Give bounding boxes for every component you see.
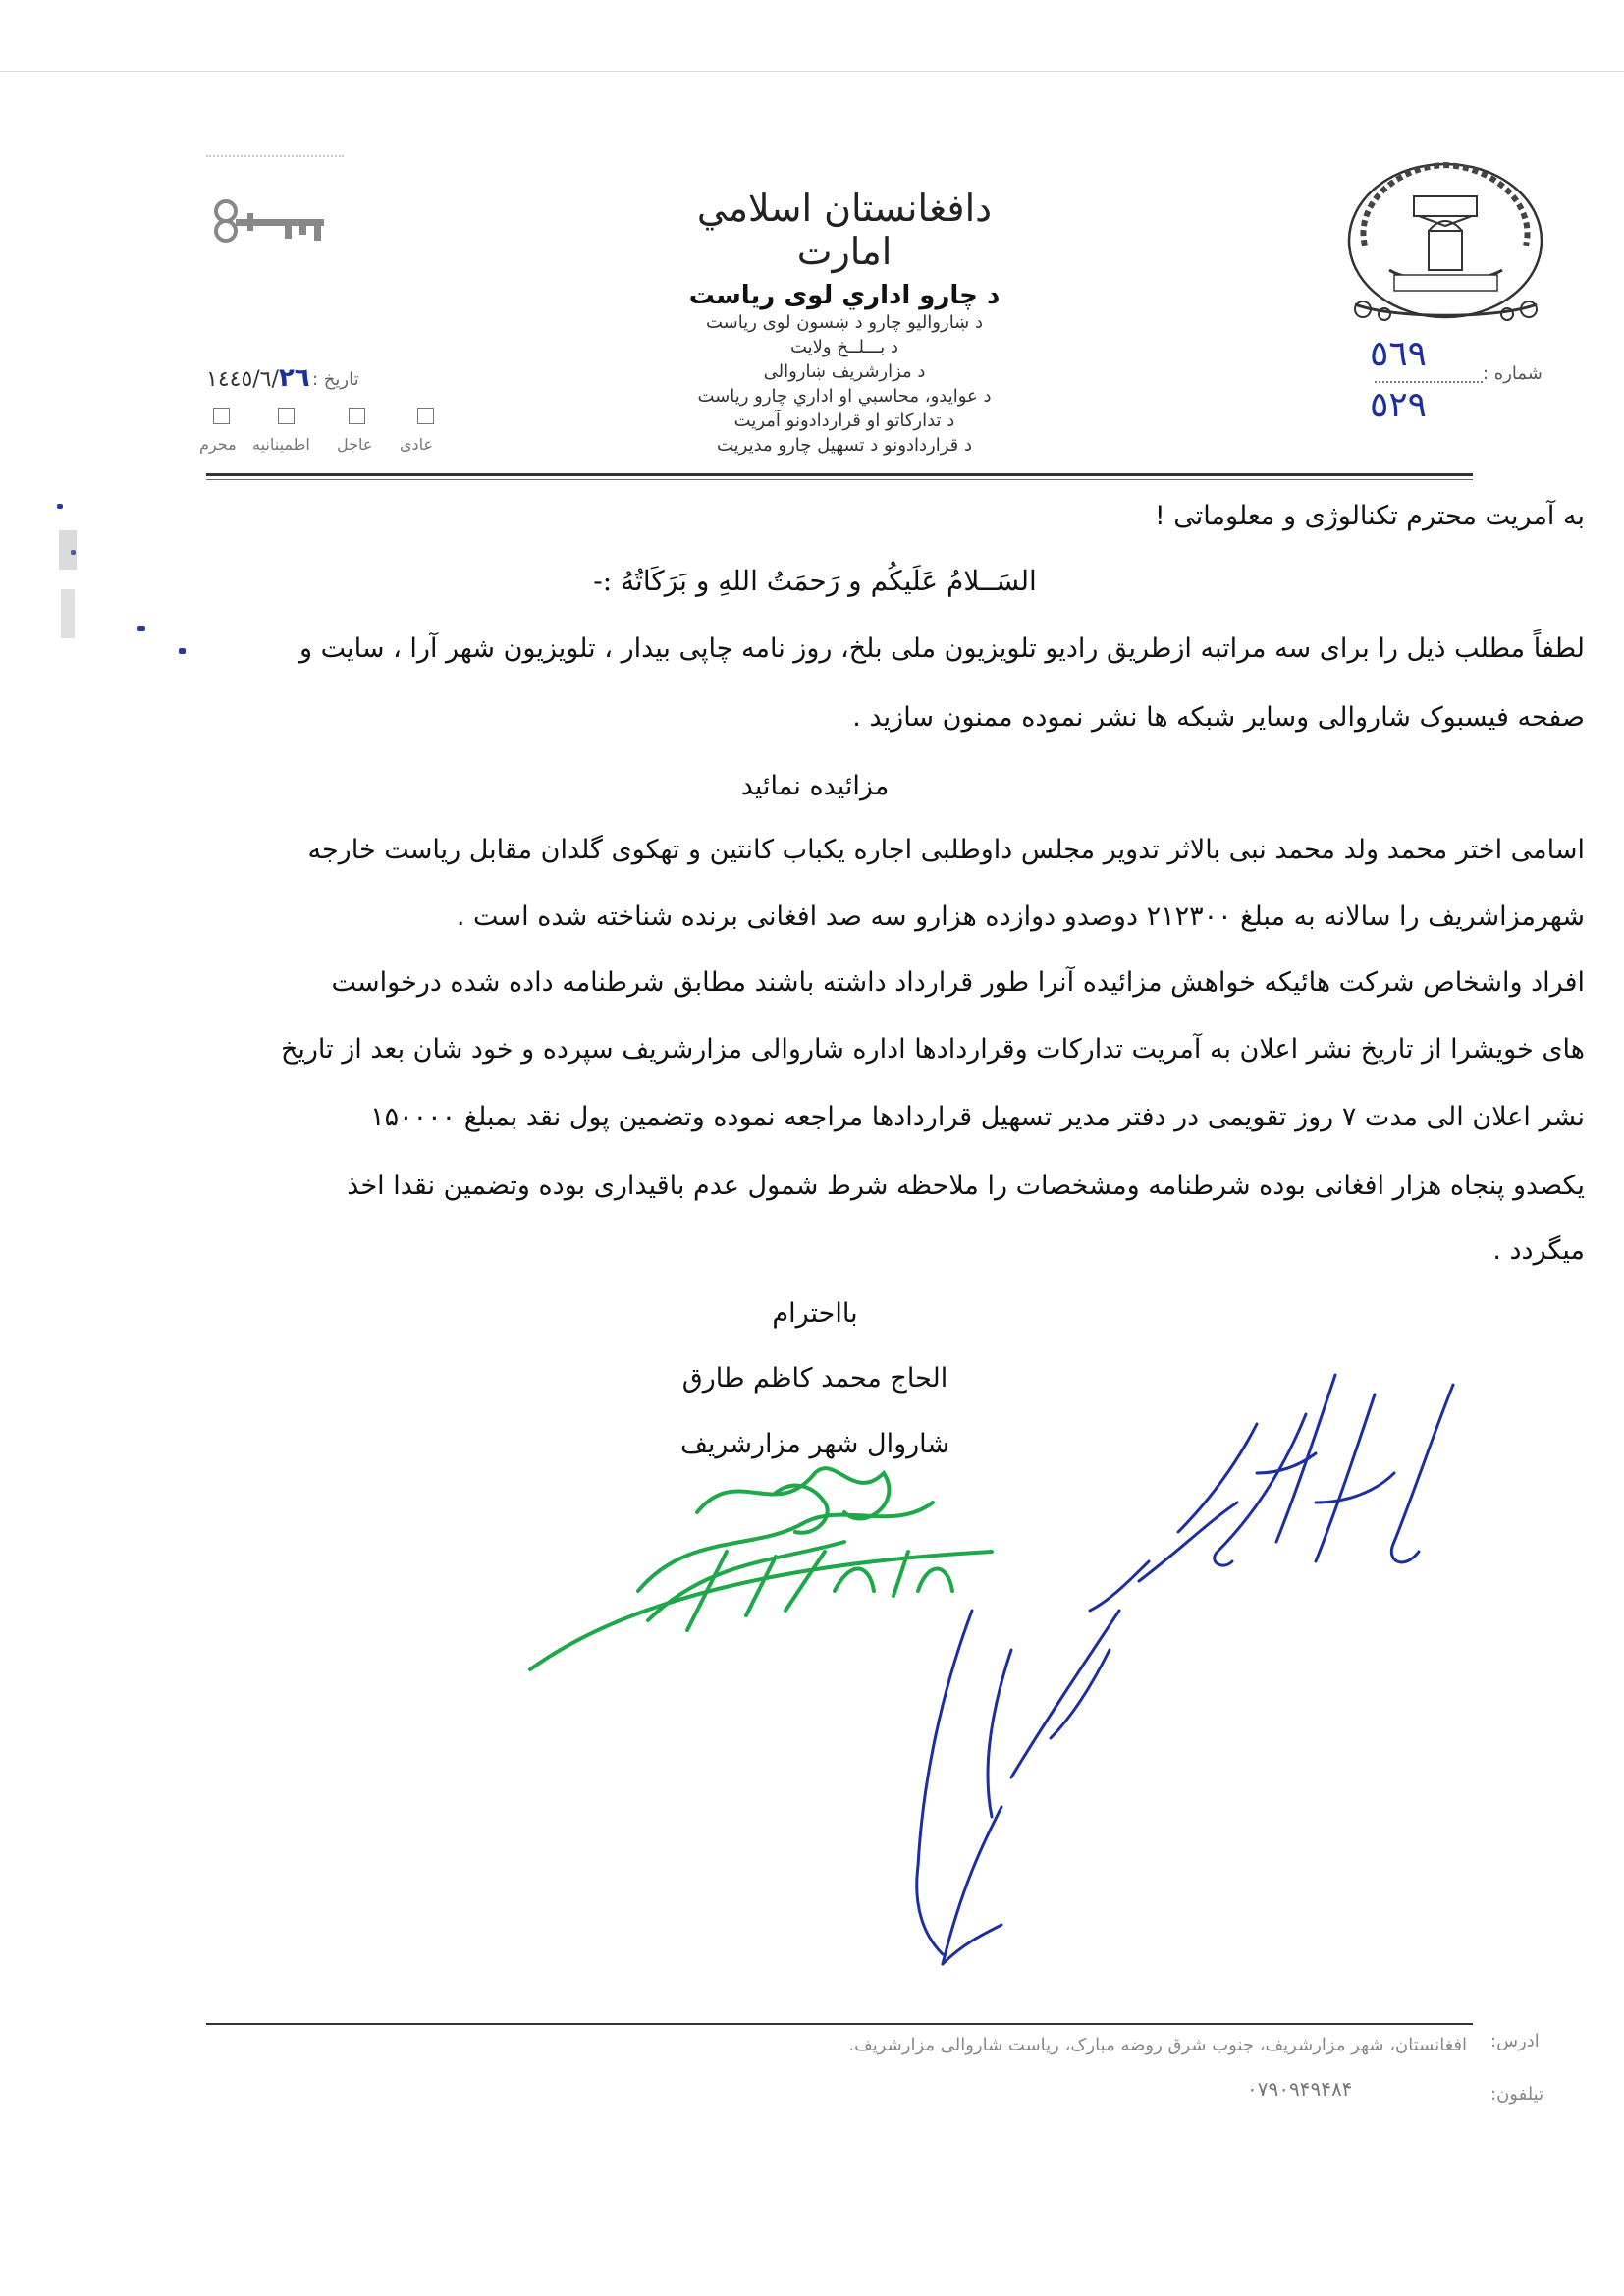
margin-speck [179, 648, 186, 654]
body-line: میگردد . [1492, 1235, 1585, 1266]
letterhead-department: د چارو اداري لوی رياست [688, 281, 1001, 310]
header-rule-thin [206, 479, 1473, 480]
blue-handwritten-annotation [884, 1355, 1551, 2003]
margin-smudge [59, 530, 77, 570]
body-line: نشر اعلان الی مدت ۷ روز تقویمی در دفتر مدیر تسهیل قراردادها مراجعه نموده وتضمین پول نقد بمبلغ ۱۵۰۰۰۰ [370, 1102, 1585, 1132]
address-value: افغانستان، شهر مزارشریف، جنوب شرق روضه مبارک، ریاست شاروالی مزارشریف. [848, 2035, 1467, 2055]
letterhead-sub-line: د مزارشريف ښاروالی [763, 361, 926, 382]
letterhead-sub-line: د قراردادونو د تسهيل چارو مديريت [716, 435, 973, 456]
date-label: تاریخ : [312, 369, 359, 390]
key-logo-caption [206, 155, 344, 163]
header-rule [206, 473, 1473, 476]
margin-speck [57, 504, 63, 509]
body-line: یکصدو پنجاه هزار افغانی بوده شرطنامه ومشخصات را ملاحظه شرط شمول عدم باقیداری بوده وتضمین نقدا اخذ [347, 1171, 1585, 1201]
emblem-seal-icon [1335, 157, 1556, 329]
letterhead-calligraphy: دافغانستان اسلامي امارت [696, 187, 993, 273]
body-line: شهرمزاشریف را سالانه به مبلغ ۲۱۲۳۰۰ دوصدو دوازده هزارو سه صد افغانی برنده شناخته شده است . [456, 902, 1585, 932]
top-border [0, 71, 1624, 72]
signer-name: الحاج محمد کاظم طارق [681, 1363, 948, 1394]
body-line: های خویشرا از تاریخ نشر اعلان به آمریت تدارکات وقراردادها اداره شاروالی مزارشریف سپرده و خود شان بعد از تاریخ [280, 1034, 1585, 1065]
closing: بااحترام [772, 1298, 858, 1329]
number-dotted-line [1375, 381, 1483, 383]
key-logo-icon [206, 191, 334, 250]
letter-number-handwritten-2: ٥٢٩ [1370, 385, 1428, 425]
phone-label: تیلفون: [1490, 2084, 1544, 2105]
date-tail: ١٤٤٥/٦/ [206, 367, 279, 392]
phone-value: ۰۷۹۰۹۴۹۴۸۴ [1247, 2077, 1353, 2101]
margin-smudge [61, 589, 75, 638]
checkbox-label: عادی [400, 435, 434, 454]
date-handwritten-day: ٢٦ [278, 363, 310, 393]
checkbox-label: اطمینانیه [252, 435, 310, 454]
letterhead-sub-line: د عوايدو، محاسبي او اداري چارو رياست [697, 386, 992, 407]
checkbox-confirmation[interactable] [278, 408, 295, 424]
checkbox-confidential[interactable] [213, 408, 230, 424]
number-label: شماره : [1483, 363, 1543, 384]
checkbox-urgent[interactable] [349, 408, 365, 424]
greeting: السَــلامُ عَلَيكُم و رَحمَتُ اللهِ و بَرَکَاتُهُ :- [593, 565, 1037, 597]
body-line: صفحه فیسبوک شاروالی وسایر شبکه ها نشر نموده ممنون سازید . [852, 702, 1585, 733]
checkbox-label: محرم [199, 435, 237, 454]
letterhead-sub-line: د بـــلــخ ولايت [789, 337, 899, 357]
body-line: اسامی اختر محمد ولد محمد نبی بالاثر تدویر مجلس داوطلبی اجاره یکباب کانتین و تهکوی گلدان مقابل ریاست خارجه [307, 835, 1585, 865]
letterhead-sub-line: د تدارکاتو او قراردادونو آمريت [733, 410, 955, 431]
footer-rule [206, 2023, 1473, 2025]
checkbox-normal[interactable] [417, 408, 434, 424]
body-line: افراد واشخاص شرکت هائیکه خواهش مزائیده آنرا طور قرارداد داشته باشند مطابق شرطنامه داده شده درخواست [331, 967, 1585, 998]
subject: مزائیده نمائید [740, 771, 890, 801]
letterhead-sub-line: د ښاروالیو چارو د ښسون لوی ریاست [706, 312, 983, 333]
margin-speck [137, 626, 145, 631]
date-value [206, 363, 310, 393]
letterhead [668, 187, 1021, 458]
body-line: لطفاً مطلب ذیل را برای سه مراتبه ازطریق رادیو تلویزیون ملی بلخ، روز نامه چاپی بیدار ، تلویزیون شهر آرا ، سایت و [299, 633, 1585, 664]
checkbox-label: عاجل [337, 435, 373, 454]
signer-title: شاروال شهر مزارشریف [679, 1429, 950, 1459]
address-label: ادرس: [1490, 2031, 1540, 2051]
letter-number-handwritten: ٥٦٩ [1370, 334, 1428, 374]
addressee: به آمریت محترم تکنالوژی و معلوماتی ! [1154, 501, 1585, 531]
